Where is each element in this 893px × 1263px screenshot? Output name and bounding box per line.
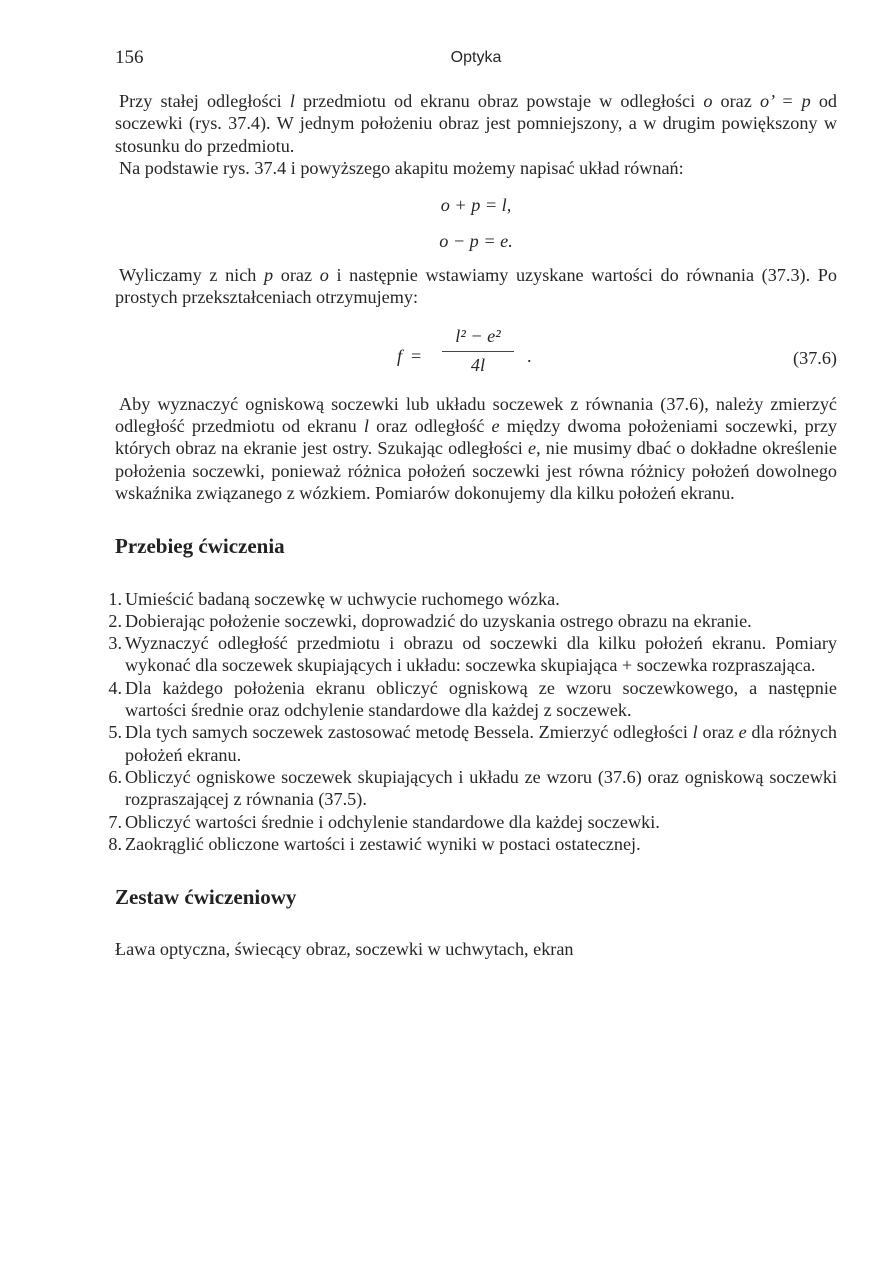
page-number: 156	[115, 47, 144, 68]
math-variable: o	[319, 265, 329, 286]
text-run: oraz	[273, 265, 320, 286]
list-item	[108, 766, 837, 811]
list-item	[108, 632, 837, 677]
list-number: 1.	[108, 588, 122, 609]
math-variable: l	[289, 91, 295, 111]
list-number: 8.	[108, 833, 122, 854]
list-number: 4.	[108, 677, 122, 698]
formula-period: .	[527, 345, 532, 366]
paragraph-intro	[115, 90, 837, 157]
text-run: oraz	[712, 91, 760, 111]
list-item	[108, 610, 837, 632]
list-item-text: Dla każdego położenia ekranu obliczyć ogniskową ze wzoru soczewkowego, a następnie wartości średnie oraz odchylenie standardowe dla każdej z soczewek.	[125, 677, 837, 721]
list-number: 2.	[108, 610, 122, 631]
text-run: Aby wyznaczyć ogniskową soczewki lub układu soczewek z równania (37.6), należy zmierzyć odległość przedmiotu od ekranu	[115, 393, 837, 437]
text-run: oraz	[697, 722, 739, 743]
list-item-text: Obliczyć wartości średnie i odchylenie standardowe dla każdej soczewki.	[125, 811, 660, 832]
paragraph-derivation	[115, 264, 837, 309]
text-run: oraz odległość	[368, 416, 492, 437]
paragraph-system-intro: Na podstawie rys. 37.4 i powyższego akapitu możemy napisać układ równań:	[119, 157, 684, 178]
math-variable: e	[491, 416, 500, 437]
page-content	[108, 90, 838, 961]
text-run: Przy stałej odległości	[119, 91, 290, 111]
formula-lhs: f	[397, 345, 403, 366]
list-item-text: Umieścić badaną soczewkę w uchwycie ruchomego wózka.	[125, 588, 560, 609]
list-item-text: Obliczyć ogniskowe soczewek skupiających i układu ze wzoru (37.6) oraz ogniskową soczewki rozpraszającej z równania (37.5).	[125, 766, 837, 810]
math-variable: e	[527, 438, 537, 459]
math-variable: o	[703, 91, 713, 111]
math-variable: e	[738, 722, 747, 743]
equation-sum: o + p = l,	[440, 195, 512, 216]
running-title: Optyka	[450, 49, 502, 66]
focal-length-formula	[397, 321, 547, 393]
section-heading-procedure: Przebieg ćwiczenia	[115, 534, 285, 559]
procedure-list	[108, 588, 837, 856]
text-run: przedmiotu od ekranu obraz powstaje w odległości	[294, 91, 704, 111]
paragraph-procedure-explanation	[115, 393, 837, 504]
list-item	[108, 833, 837, 855]
list-number: 3.	[108, 633, 122, 654]
list-item	[108, 721, 837, 766]
list-item	[108, 677, 837, 722]
formula-denominator: 4l	[470, 354, 486, 375]
formula-fraction	[433, 321, 523, 378]
math-expression: o’ = p	[759, 91, 811, 111]
math-variable: l	[692, 722, 698, 743]
list-item-text: Zaokrąglić obliczone wartości i zestawić wyniki w postaci ostatecznej.	[125, 833, 641, 854]
list-item	[108, 588, 837, 610]
math-variable: p	[264, 265, 274, 286]
text-run: między dwoma położeniami soczewki, przy których obraz na ekranie jest ostry. Szukając odległości	[115, 416, 837, 459]
text-run: i następnie wstawiamy uzyskane wartości do równania (37.3). Po prostych przekształceniach otrzymujemy:	[115, 265, 837, 308]
equation-system	[115, 194, 837, 252]
list-number: 6.	[108, 766, 122, 787]
section-heading-equipment: Zestaw ćwiczeniowy	[115, 885, 297, 910]
text-run: , nie musimy dbać o dokładne określenie położenia soczewki, ponieważ różnica położeń soczewki jest równa różnicy położeń dowolnego wskaźnika związanego z wózkiem. Pomiarów dokonujemy dla kilku położeń ekranu.	[115, 438, 837, 503]
formula-equals: =	[411, 345, 422, 366]
list-item-text: Wyznaczyć odległość przedmiotu i obrazu od soczewki dla kilku położeń ekranu. Pomiary wykonać dla soczewek skupiających i układu: soczewka skupiająca + soczewka rozpraszająca.	[125, 633, 837, 676]
text-run: dla różnych położeń ekranu.	[125, 722, 837, 765]
page-header	[115, 47, 837, 73]
math-variable: l	[363, 416, 369, 437]
equation-number: (37.6)	[793, 347, 837, 368]
list-item	[108, 811, 837, 833]
list-number: 7.	[108, 811, 122, 832]
text-run: Wyliczamy z nich	[119, 265, 265, 286]
text-run: od soczewki (rys. 37.4). W jednym położeniu obraz jest pomniejszony, a w drugim powiększony w stosunku do przedmiotu.	[115, 91, 838, 156]
equation-difference: o − p = e.	[439, 231, 513, 252]
formula-numerator: l² − e²	[455, 325, 501, 346]
formula-37-6	[115, 321, 837, 393]
equipment-list: Ława optyczna, świecący obraz, soczewki w uchwytach, ekran	[115, 939, 574, 960]
text-run: Dla tych samych soczewek zastosować metodę Bessela. Zmierzyć odległości	[125, 722, 693, 743]
list-number: 5.	[108, 722, 122, 743]
list-item-text: Dobierając położenie soczewki, doprowadzić do uzyskania ostrego obrazu na ekranie.	[125, 610, 752, 631]
